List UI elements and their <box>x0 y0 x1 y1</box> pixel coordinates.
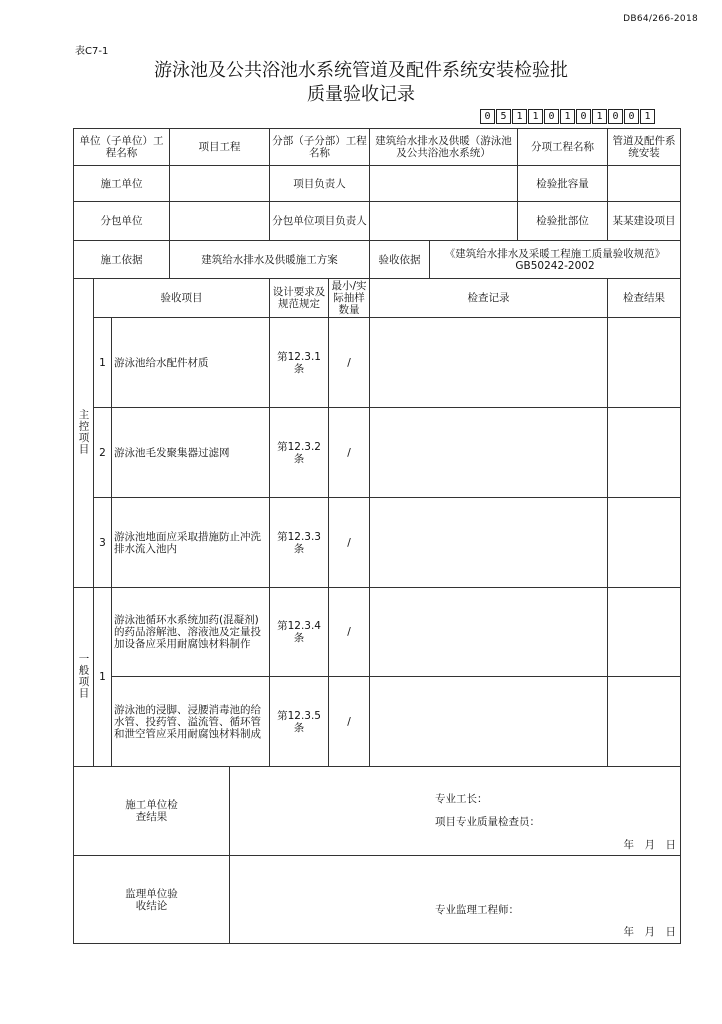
item-result[interactable] <box>608 498 681 588</box>
code-digit: 0 <box>480 109 495 124</box>
code-digit: 1 <box>560 109 575 124</box>
supervision-date: 年 月 日 <box>623 926 677 938</box>
item-sample[interactable]: / <box>329 498 370 588</box>
code-digit: 0 <box>544 109 559 124</box>
item-sample[interactable]: / <box>329 318 370 408</box>
unit-value[interactable]: 项目工程 <box>170 129 270 166</box>
division-label: 分部（子分部）工程名称 <box>270 129 370 166</box>
acceptance-basis-value[interactable]: 《建筑给水排水及采暖工程施工质量验收规范》GB50242-2002 <box>430 241 681 279</box>
subcontractor-value[interactable] <box>170 202 270 241</box>
sub-item-label: 分项工程名称 <box>518 129 608 166</box>
basis-value[interactable]: 建筑给水排水及供暖施工方案 <box>170 241 370 279</box>
code-digit: 5 <box>496 109 511 124</box>
general-no: 1 <box>94 588 112 767</box>
item-record[interactable] <box>370 408 608 498</box>
item-text: 游泳池地面应采取措施防止冲洗排水流入池内 <box>112 498 270 588</box>
item-no: 1 <box>94 318 112 408</box>
item-clause: 第12.3.2条 <box>270 408 329 498</box>
project-manager-value[interactable] <box>370 166 518 202</box>
standard-code: DB64/266-2018 <box>623 14 698 24</box>
engineer-label: 专业监理工程师： <box>435 904 520 916</box>
code-digit: 0 <box>608 109 623 124</box>
batch-location-label: 检验批部位 <box>518 202 608 241</box>
check-date: 年 月 日 <box>623 839 677 851</box>
construction-check-label: 施工单位检查结果 <box>74 767 230 856</box>
supervision-area[interactable] <box>230 856 681 944</box>
inspector-label: 项目专业质量检查员： <box>435 816 541 828</box>
construction-check-area[interactable] <box>230 767 681 856</box>
item-clause: 第12.3.5条 <box>270 677 329 767</box>
item-sample[interactable]: / <box>329 408 370 498</box>
supervision-label: 监理单位验收结论 <box>74 856 230 944</box>
batch-location-value[interactable]: 某某建设项目 <box>608 202 681 241</box>
sub-item-value[interactable]: 管道及配件系统安装 <box>608 129 681 166</box>
item-record[interactable] <box>370 588 608 677</box>
acceptance-table <box>73 128 681 944</box>
item-result[interactable] <box>608 677 681 767</box>
sub-manager-label: 分包单位项目负责人 <box>270 202 370 241</box>
batch-capacity-value[interactable] <box>608 166 681 202</box>
code-digit: 1 <box>640 109 655 124</box>
page-title: 游泳池及公共浴池水系统管道及配件系统安装检验批 <box>154 60 568 81</box>
item-record[interactable] <box>370 318 608 408</box>
sub-manager-value[interactable] <box>370 202 518 241</box>
contractor-label: 施工单位 <box>74 166 170 202</box>
code-digit: 1 <box>592 109 607 124</box>
item-result[interactable] <box>608 588 681 677</box>
foreman-label: 专业工长： <box>435 793 488 805</box>
item-result[interactable] <box>608 318 681 408</box>
form-code: 表C7-1 <box>75 46 109 57</box>
batch-capacity-label: 检验批容量 <box>518 166 608 202</box>
item-clause: 第12.3.3条 <box>270 498 329 588</box>
col-item: 验收项目 <box>94 279 270 318</box>
code-digit: 1 <box>512 109 527 124</box>
subcontractor-label: 分包单位 <box>74 202 170 241</box>
project-manager-label: 项目负责人 <box>270 166 370 202</box>
item-record[interactable] <box>370 498 608 588</box>
item-result[interactable] <box>608 408 681 498</box>
code-digit: 0 <box>576 109 591 124</box>
item-record[interactable] <box>370 677 608 767</box>
contractor-value[interactable] <box>170 166 270 202</box>
code-digit: 0 <box>624 109 639 124</box>
item-text: 游泳池毛发聚集器过滤网 <box>112 408 270 498</box>
item-no: 3 <box>94 498 112 588</box>
item-sample[interactable]: / <box>329 677 370 767</box>
general-label: 一般项目 <box>74 588 94 767</box>
basis-label: 施工依据 <box>74 241 170 279</box>
main-control-label: 主控项目 <box>74 279 94 588</box>
division-value[interactable]: 建筑给水排水及供暖（游泳池及公共浴池水系统） <box>370 129 518 166</box>
col-sampling: 最小/实际抽样数量 <box>329 279 370 318</box>
acceptance-basis-label: 验收依据 <box>370 241 430 279</box>
unit-label: 单位（子单位）工程名称 <box>74 129 170 166</box>
item-text: 游泳池循环水系统加药(混凝剂)的药品溶解池、溶液池及定量投加设备应采用耐腐蚀材料制作 <box>112 588 270 677</box>
item-text: 游泳池给水配件材质 <box>112 318 270 408</box>
item-no: 2 <box>94 408 112 498</box>
item-clause: 第12.3.4条 <box>270 588 329 677</box>
col-result: 检查结果 <box>608 279 681 318</box>
page-subtitle: 质量验收记录 <box>307 84 415 105</box>
code-boxes <box>480 109 656 124</box>
col-record: 检查记录 <box>370 279 608 318</box>
item-sample[interactable]: / <box>329 588 370 677</box>
item-clause: 第12.3.1条 <box>270 318 329 408</box>
item-text: 游泳池的浸脚、浸腰消毒池的给水管、投药管、溢流管、循环管和泄空管应采用耐腐蚀材料制成 <box>112 677 270 767</box>
code-digit: 1 <box>528 109 543 124</box>
col-design: 设计要求及规范规定 <box>270 279 329 318</box>
